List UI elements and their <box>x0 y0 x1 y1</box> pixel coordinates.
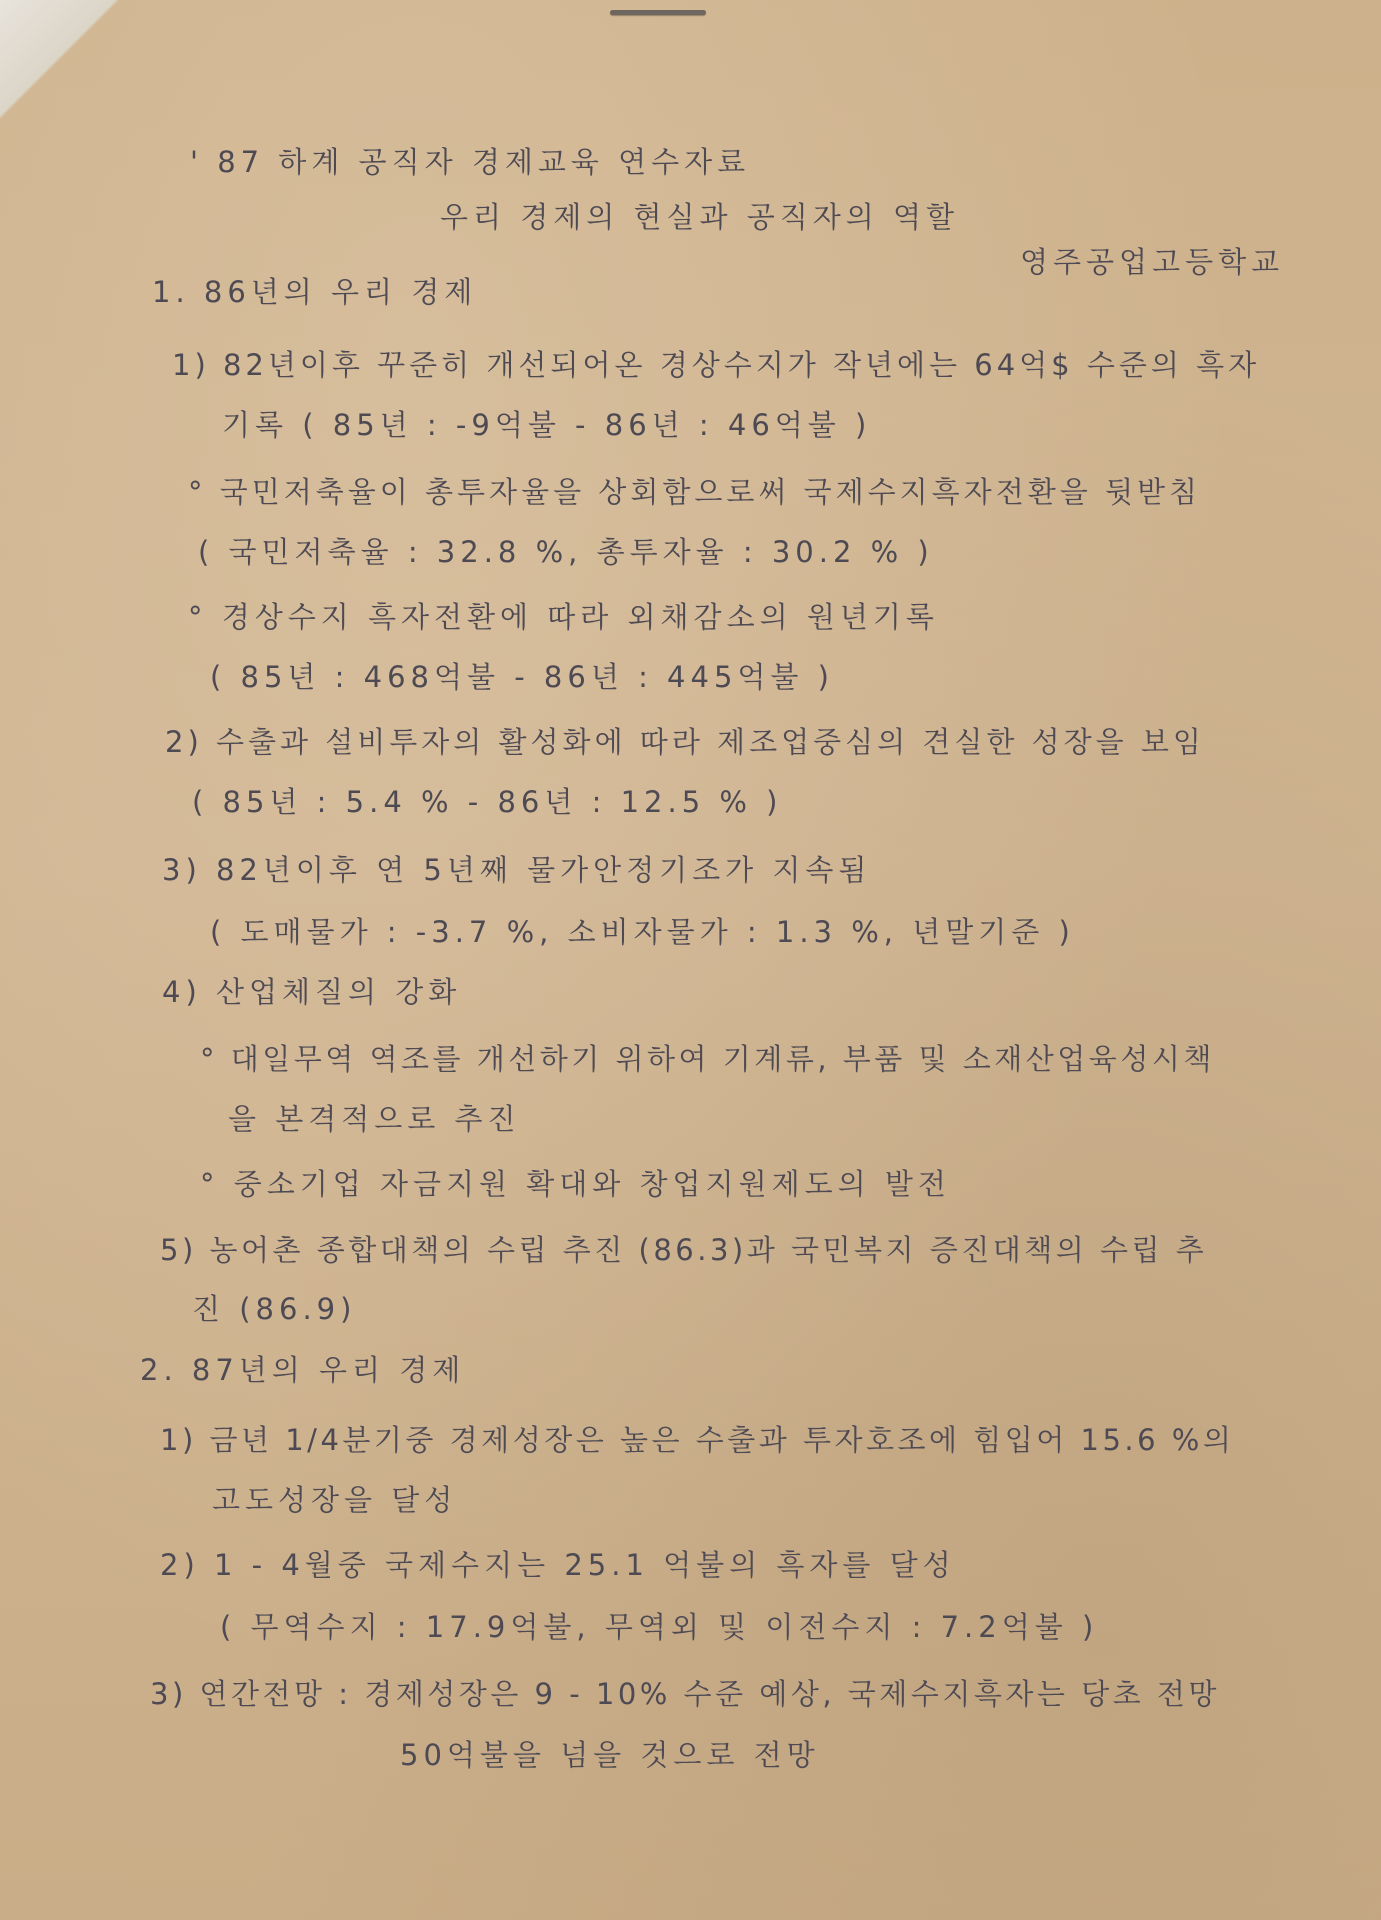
folded-corner <box>0 0 120 120</box>
s2-item-2-line-2: ( 무역수지 : 17.9억불, 무역외 및 이전수지 : 7.2억불 ) <box>220 1610 1099 1644</box>
s1-bullet-2-line-2: ( 85년 : 468억불 - 86년 : 445억불 ) <box>210 660 834 694</box>
document-title: 우리 경제의 현실과 공직자의 역할 <box>440 200 960 234</box>
staple-mark <box>610 10 706 15</box>
s1-item-4: 4) 산업체질의 강화 <box>162 975 462 1009</box>
s2-item-3-line-2: 50억불을 넘을 것으로 전망 <box>400 1738 820 1772</box>
s1-item-3-line-2: ( 도매물가 : -3.7 %, 소비자물가 : 1.3 %, 년말기준 ) <box>210 915 1075 949</box>
s1-bullet-3-line-1: ° 대일무역 역조를 개선하기 위하여 기계류, 부품 및 소재산업육성시책 <box>200 1042 1215 1076</box>
section-2-heading: 2. 87년의 우리 경제 <box>140 1353 466 1387</box>
s2-item-1-line-1: 1) 금년 1/4분기중 경제성장은 높은 수출과 투자호조에 힘입어 15.6 %의 <box>160 1423 1235 1457</box>
s1-item-1-line-2: 기록 ( 85년 : -9억불 - 86년 : 46억불 ) <box>222 408 872 442</box>
s1-bullet-3-line-2: 을 본격적으로 추진 <box>228 1102 521 1136</box>
s1-bullet-1-line-2: ( 국민저축율 : 32.8 %, 총투자율 : 30.2 % ) <box>198 535 934 569</box>
s1-bullet-4: ° 중소기업 자금지원 확대와 창업지원제도의 발전 <box>200 1167 951 1201</box>
s1-bullet-2-line-1: ° 경상수지 흑자전환에 따라 외채감소의 원년기록 <box>188 600 939 634</box>
s1-item-2-line-2: ( 85년 : 5.4 % - 86년 : 12.5 % ) <box>192 785 783 819</box>
s1-item-2-line-1: 2) 수출과 설비투자의 활성화에 따라 제조업중심의 견실한 성장을 보임 <box>165 725 1205 759</box>
author-school: 영주공업고등학교 <box>1020 245 1285 279</box>
s1-item-3-line-1: 3) 82년이후 연 5년째 물가안정기조가 지속됨 <box>162 853 872 887</box>
header-line: ' 87 하계 공직자 경제교육 연수자료 <box>190 145 751 179</box>
s2-item-1-line-2: 고도성장을 달성 <box>212 1483 458 1517</box>
s2-item-3-line-1: 3) 연간전망 : 경제성장은 9 - 10% 수준 예상, 국제수지흑자는 당초 전망 <box>150 1677 1220 1711</box>
s1-item-5-line-1: 5) 농어촌 종합대책의 수립 추진 (86.3)과 국민복지 증진대책의 수립 추 <box>160 1233 1208 1267</box>
s1-item-5-line-2: 진 (86.9) <box>192 1292 357 1326</box>
s2-item-2-line-1: 2) 1 - 4월중 국제수지는 25.1 억불의 흑자를 달성 <box>160 1548 956 1582</box>
s1-item-1-line-1: 1) 82년이후 꾸준히 개선되어온 경상수지가 작년에는 64억$ 수준의 흑자 <box>172 348 1261 382</box>
s1-bullet-1-line-1: ° 국민저축율이 총투자율을 상회함으로써 국제수지흑자전환을 뒷받침 <box>188 475 1201 509</box>
section-1-heading: 1. 86년의 우리 경제 <box>152 275 478 309</box>
